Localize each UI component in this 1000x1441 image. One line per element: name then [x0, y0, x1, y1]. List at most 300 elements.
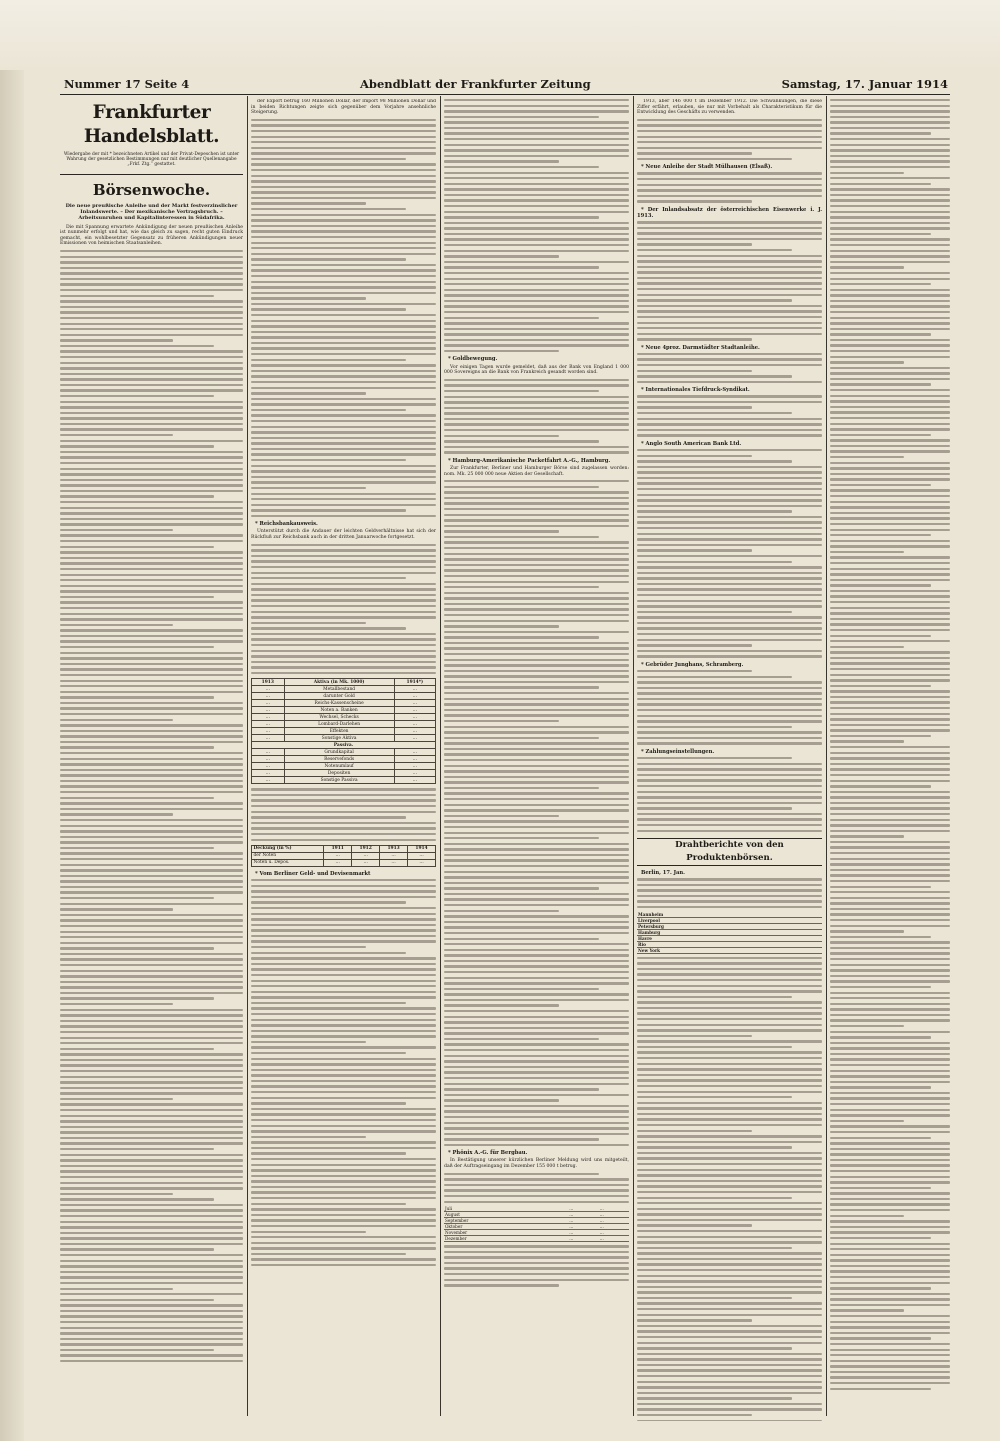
text-line	[251, 504, 436, 506]
text-line	[444, 412, 629, 414]
text-line	[637, 889, 822, 891]
section-title: Drahtberichte von den Produktenbörsen.	[637, 838, 822, 866]
text-line	[444, 564, 629, 566]
text-line	[637, 1381, 822, 1383]
text-line	[637, 505, 822, 507]
text-line	[637, 698, 822, 700]
text-line	[251, 1030, 436, 1032]
text-line	[830, 473, 950, 475]
text-line	[60, 1265, 243, 1267]
text-line	[637, 544, 822, 546]
text-line	[60, 997, 214, 999]
text-line	[830, 1042, 950, 1044]
text-line	[637, 130, 822, 132]
text-line	[251, 611, 436, 613]
text-line	[444, 642, 629, 644]
table-header: 1914*)	[394, 679, 435, 686]
text-line	[637, 195, 822, 197]
text-line	[830, 233, 931, 235]
text-line	[830, 925, 950, 927]
text-line	[60, 562, 243, 564]
text-line	[444, 943, 629, 945]
text-line	[444, 350, 559, 352]
text-line	[60, 808, 243, 810]
text-line	[830, 199, 950, 201]
text-line	[637, 763, 822, 765]
text-line	[444, 429, 629, 431]
article-heading: * Zahlungseinstellungen.	[641, 748, 715, 755]
text-line	[444, 396, 629, 398]
text-line	[251, 219, 436, 221]
text-line	[637, 238, 822, 240]
text-line	[251, 448, 436, 450]
text-line	[60, 903, 243, 905]
text-line	[444, 199, 629, 201]
text-line	[830, 874, 950, 876]
text-line	[637, 1420, 822, 1421]
text-line	[60, 1237, 243, 1239]
table-cell: September	[444, 1218, 568, 1224]
text-line	[251, 583, 436, 585]
text-line	[444, 1184, 629, 1186]
text-line	[60, 1260, 243, 1262]
text-line	[637, 1219, 822, 1221]
table-subheader: Passiva.	[252, 742, 436, 749]
text-line	[444, 294, 629, 296]
text-line	[444, 379, 629, 381]
text-line	[251, 359, 406, 361]
text-line	[60, 1009, 243, 1011]
text-line	[637, 644, 752, 646]
text-line	[637, 1191, 822, 1193]
text-line	[251, 627, 406, 629]
article-body-text	[830, 99, 950, 1390]
text-line	[637, 1141, 822, 1143]
text-line	[637, 282, 822, 284]
text-line	[637, 1057, 822, 1059]
text-line	[637, 1185, 822, 1187]
text-line	[444, 418, 629, 420]
text-line	[637, 266, 822, 268]
text-line	[251, 225, 436, 227]
article-heading: * Neue 4proz. Darmstädter Stadtanleihe.	[641, 344, 760, 351]
text-line	[830, 1036, 931, 1038]
text-line	[60, 919, 243, 921]
text-line	[60, 401, 243, 403]
column-5	[830, 99, 950, 1421]
text-line	[251, 1264, 436, 1266]
text-line	[444, 519, 629, 521]
article-heading: * Anglo South American Bank Ltd.	[641, 440, 742, 447]
table-row	[252, 693, 436, 700]
text-line	[444, 770, 629, 772]
text-line	[637, 742, 822, 744]
text-line	[830, 534, 931, 536]
text-line	[637, 1174, 822, 1176]
text-line	[637, 152, 752, 154]
deckung-table	[251, 845, 436, 867]
table-row	[252, 700, 436, 707]
text-line	[251, 577, 406, 579]
text-line	[830, 768, 950, 770]
market-table	[637, 912, 822, 954]
text-line	[444, 317, 599, 319]
text-line	[60, 1070, 243, 1072]
text-line	[60, 512, 243, 514]
text-line	[251, 879, 436, 881]
text-line	[251, 544, 436, 546]
text-line	[637, 785, 822, 787]
table-body	[252, 852, 436, 866]
text-line	[60, 886, 243, 888]
binding-edge	[0, 70, 24, 1441]
text-line	[830, 902, 950, 904]
table-cell: …	[380, 852, 408, 859]
text-line	[444, 977, 629, 979]
text-line	[637, 1157, 822, 1159]
text-line	[251, 622, 366, 624]
text-line	[444, 238, 629, 240]
table-cell: …	[568, 1218, 598, 1224]
text-line	[60, 769, 243, 771]
text-line	[637, 639, 822, 641]
text-line	[830, 389, 950, 391]
text-line	[251, 957, 436, 959]
text-line	[60, 1321, 243, 1323]
text-line	[251, 1175, 436, 1177]
text-line	[444, 988, 599, 990]
text-line	[444, 581, 629, 583]
text-line	[251, 1063, 436, 1065]
table-cell: …	[252, 714, 285, 721]
article-body-text	[637, 172, 822, 202]
text-line	[444, 244, 629, 246]
text-line	[637, 1291, 822, 1293]
text-line	[830, 1070, 950, 1072]
table-cell: …	[252, 777, 285, 784]
text-line	[251, 398, 436, 400]
text-line	[60, 1131, 243, 1133]
text-line	[251, 269, 436, 271]
text-line	[251, 638, 436, 640]
text-line	[830, 462, 950, 464]
text-line	[830, 445, 950, 447]
text-line	[637, 488, 822, 490]
text-line	[830, 1019, 950, 1021]
text-line	[830, 194, 950, 196]
text-line	[251, 974, 436, 976]
text-line	[830, 1064, 950, 1066]
text-line	[251, 1058, 436, 1060]
table-row	[252, 728, 436, 735]
table-row	[252, 770, 436, 777]
table-body	[252, 686, 436, 742]
text-line	[251, 325, 436, 327]
text-line	[444, 558, 629, 560]
text-line	[637, 1169, 822, 1171]
text-line	[444, 692, 629, 694]
text-line	[60, 1310, 243, 1312]
text-line	[637, 429, 822, 431]
text-line	[637, 957, 822, 959]
text-line	[444, 435, 559, 437]
text-line	[251, 275, 436, 277]
text-line	[637, 184, 822, 186]
table-cell: August	[444, 1212, 568, 1218]
text-line	[830, 1025, 904, 1027]
text-line	[60, 529, 173, 531]
text-line	[60, 624, 173, 626]
table-cell: …	[394, 728, 435, 735]
text-line	[830, 367, 950, 369]
text-line	[637, 499, 822, 501]
table-cell: Noten u. Depos.	[252, 859, 324, 866]
table-cell: Sonstige Passiva	[284, 777, 394, 784]
text-line	[444, 344, 629, 346]
table-cell: November	[444, 1230, 568, 1236]
text-line	[444, 809, 629, 811]
text-line	[444, 1099, 559, 1101]
text-line	[251, 1158, 436, 1160]
text-line	[637, 1085, 822, 1087]
text-line	[637, 1135, 822, 1137]
text-line	[444, 1016, 629, 1018]
text-line	[830, 1237, 931, 1239]
text-line	[830, 846, 950, 848]
table-cell: …	[394, 686, 435, 693]
text-line	[251, 459, 406, 461]
text-line	[637, 455, 752, 457]
text-line	[251, 515, 436, 517]
text-line	[60, 640, 243, 642]
text-line	[830, 1360, 950, 1362]
text-line	[251, 566, 436, 568]
table-cell: …	[252, 749, 285, 756]
text-line	[830, 952, 950, 954]
text-line	[251, 286, 436, 288]
text-line	[830, 1215, 904, 1217]
text-line	[251, 476, 436, 478]
text-line	[444, 384, 629, 386]
text-line	[637, 1012, 822, 1014]
table-row	[252, 852, 436, 859]
text-line	[60, 719, 173, 721]
text-line	[830, 317, 950, 319]
article-heading: * Der Inlandsabsatz der österreichischen Eisenwerke i. J. 1913.	[637, 206, 822, 219]
text-line	[251, 297, 366, 299]
text-line	[830, 1170, 950, 1172]
text-line	[637, 676, 792, 678]
text-line	[251, 1169, 436, 1171]
text-line	[60, 875, 243, 877]
text-line	[251, 320, 436, 322]
table-cell: …	[394, 721, 435, 728]
text-line	[830, 467, 950, 469]
article-body-text	[637, 757, 822, 832]
text-line	[637, 327, 822, 329]
text-line	[60, 1327, 243, 1329]
text-line	[830, 607, 950, 609]
text-line	[830, 941, 950, 943]
text-line	[444, 255, 559, 257]
text-line	[637, 381, 822, 383]
text-line	[251, 788, 436, 790]
text-line	[637, 588, 822, 590]
text-line	[251, 655, 436, 657]
text-line	[444, 876, 629, 878]
text-line	[444, 1071, 629, 1073]
text-line	[251, 147, 436, 149]
text-line	[637, 692, 822, 694]
text-line	[444, 1284, 559, 1286]
text-line	[251, 124, 436, 126]
text-line	[637, 757, 792, 759]
text-line	[830, 1248, 950, 1250]
text-line	[830, 450, 950, 452]
text-line	[637, 605, 822, 607]
text-line	[60, 345, 214, 347]
text-line	[637, 401, 822, 403]
text-line	[444, 305, 629, 307]
text-line	[60, 373, 243, 375]
text-line	[637, 1224, 752, 1226]
text-line	[637, 1252, 822, 1254]
table-body	[252, 749, 436, 784]
text-line	[637, 136, 822, 138]
text-line	[60, 1165, 243, 1167]
article-body-text	[637, 878, 822, 908]
text-line	[637, 1342, 822, 1344]
table-row	[252, 859, 436, 866]
text-line	[637, 900, 822, 902]
article-paragraph: Unterstützt durch die Andauer der leichten Geldverhältnisse hat sich der Rückfluß zur Reichsbank auch in der dritten Januarwoche fortgesetzt.	[251, 529, 436, 541]
text-line	[830, 1349, 950, 1351]
text-line	[251, 214, 436, 216]
article-body-text	[637, 395, 822, 436]
text-line	[251, 1102, 406, 1104]
text-line	[830, 1181, 950, 1183]
table-body	[637, 912, 822, 954]
text-line	[444, 266, 599, 268]
text-line	[251, 633, 436, 635]
text-line	[444, 536, 599, 538]
text-line	[444, 954, 629, 956]
text-line	[444, 636, 599, 638]
text-line	[251, 1219, 436, 1221]
text-line	[251, 890, 436, 892]
text-line	[444, 1027, 629, 1029]
text-line	[251, 1085, 436, 1087]
text-line	[60, 646, 214, 648]
text-line	[830, 529, 950, 531]
text-line	[251, 191, 436, 193]
text-line	[830, 746, 950, 748]
text-line	[830, 841, 950, 843]
text-line	[637, 622, 822, 624]
text-line	[637, 1107, 822, 1109]
text-line	[251, 924, 436, 926]
text-line	[637, 316, 822, 318]
text-line	[830, 740, 904, 742]
text-line	[60, 746, 214, 748]
text-line	[444, 132, 629, 134]
text-line	[830, 1109, 950, 1111]
table-cell: …	[568, 1230, 598, 1236]
table-cell: Lombard-Darlehen	[284, 721, 394, 728]
table-cell: Wechsel, Schecks	[284, 714, 394, 721]
text-line	[830, 278, 950, 280]
text-line	[830, 501, 950, 503]
text-line	[444, 99, 629, 101]
text-line	[637, 1007, 822, 1009]
text-line	[251, 141, 436, 143]
table-cell: …	[252, 721, 285, 728]
text-line	[637, 305, 822, 307]
text-line	[637, 477, 822, 479]
text-line	[251, 258, 406, 260]
text-line	[637, 158, 792, 160]
text-line	[251, 588, 436, 590]
text-line	[251, 1203, 406, 1205]
table-cell: Oktober	[444, 1224, 568, 1230]
text-line	[830, 1047, 950, 1049]
text-line	[830, 668, 950, 670]
text-line	[637, 1046, 792, 1048]
table-header: 1913	[252, 679, 285, 686]
text-line	[60, 730, 243, 732]
text-line	[60, 328, 243, 330]
text-line	[60, 674, 243, 676]
text-line	[830, 177, 950, 179]
market-name: Havre	[637, 935, 822, 941]
text-line	[60, 1003, 173, 1005]
text-line	[830, 1332, 950, 1334]
text-line	[637, 726, 792, 728]
text-line	[444, 815, 559, 817]
text-line	[444, 188, 629, 190]
text-line	[444, 720, 559, 722]
text-line	[60, 813, 173, 815]
text-line	[637, 1063, 822, 1065]
text-line	[60, 696, 214, 698]
text-line	[251, 130, 436, 132]
text-line	[444, 1279, 629, 1281]
text-line	[251, 935, 436, 937]
text-line	[830, 780, 950, 782]
text-line	[60, 1338, 243, 1340]
text-line	[830, 339, 950, 341]
text-line	[444, 1133, 629, 1135]
text-line	[830, 328, 950, 330]
text-line	[60, 501, 243, 503]
text-line	[637, 434, 822, 436]
text-line	[637, 979, 822, 981]
text-line	[637, 655, 822, 657]
text-line	[60, 864, 243, 866]
text-line	[444, 446, 629, 448]
text-line	[251, 963, 436, 965]
text-line	[60, 819, 243, 821]
text-line	[60, 334, 243, 336]
text-line	[444, 222, 629, 224]
text-line	[830, 830, 950, 832]
text-line	[444, 497, 629, 499]
text-line	[60, 339, 173, 341]
text-line	[637, 460, 792, 462]
text-line	[830, 517, 950, 519]
text-line	[637, 1392, 822, 1394]
text-line	[251, 509, 406, 511]
